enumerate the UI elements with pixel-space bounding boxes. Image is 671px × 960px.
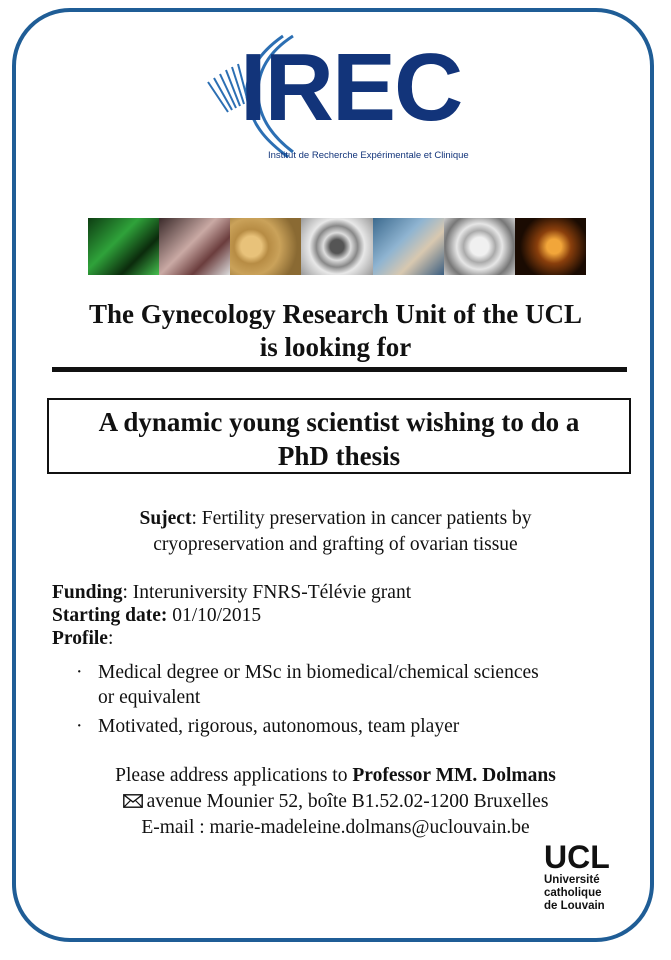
photo-tissue-slice [444,218,515,275]
list-item [76,660,636,710]
ucl-logo [544,840,616,930]
position-box [47,398,631,474]
start-date-value: 01/10/2015 [167,605,262,626]
irec-logo-text: IREC [240,34,462,141]
photo-culture-plate [230,218,301,275]
subject-block [0,506,671,558]
ucl-logo-abbr: UCL [544,839,610,875]
contact-email[interactable]: E-mail : marie-madeleine.dolmans@uclouvain.be [141,817,530,838]
profile-item-line-2: or equivalent [98,687,201,708]
photo-microscopy-cell [301,218,372,275]
contact-person: Professor MM. Dolmans [352,765,556,786]
bullet-marker: · [76,662,83,683]
profile-item-line-1: Motivated, rigorous, autonomous, team player [98,716,460,737]
headline [0,298,671,364]
start-date-label: Starting date: [52,605,168,626]
headline-line-1: The Gynecology Research Unit of the UCL [89,299,582,329]
details-block [52,581,632,650]
contact-block [0,763,671,841]
envelope-icon [123,794,143,808]
ucl-logo-line-3: de Louvain [544,900,605,912]
subject-text-2: cryopreservation and grafting of ovarian tissue [153,534,518,555]
divider-rule [52,367,627,372]
photo-dark-fluorescence [515,218,586,275]
photo-operating-room [373,218,444,275]
funding-value: : Interuniversity FNRS-Télévie grant [122,582,412,603]
contact-intro: Please address applications to [115,765,353,786]
bullet-marker: · [76,716,83,737]
profile-list [76,660,636,743]
headline-line-2: is looking for [259,332,412,362]
photo-fluorescence [88,218,159,275]
contact-address: avenue Mounier 52, boîte B1.52.02-1200 Bruxelles [146,791,549,812]
position-line-1: A dynamic young scientist wishing to do a [98,407,580,437]
subject-text-1: : Fertility preservation in cancer patients by [191,508,532,529]
position-line-2: PhD thesis [277,441,401,471]
ucl-logo-line-1: Université [544,874,600,886]
subject-label: Suject [139,508,192,529]
ucl-logo-line-2: catholique [544,887,602,899]
funding-label: Funding [52,582,123,603]
research-photo-strip [88,218,586,275]
photo-surgery [159,218,230,275]
profile-label: Profile [52,628,108,649]
irec-logo-subtitle: Institut de Recherche Expérimentale et Clinique [268,150,469,161]
profile-colon: : [107,628,114,649]
list-item [76,714,636,739]
profile-item-line-1: Medical degree or MSc in biomedical/chemical sciences [98,662,539,683]
